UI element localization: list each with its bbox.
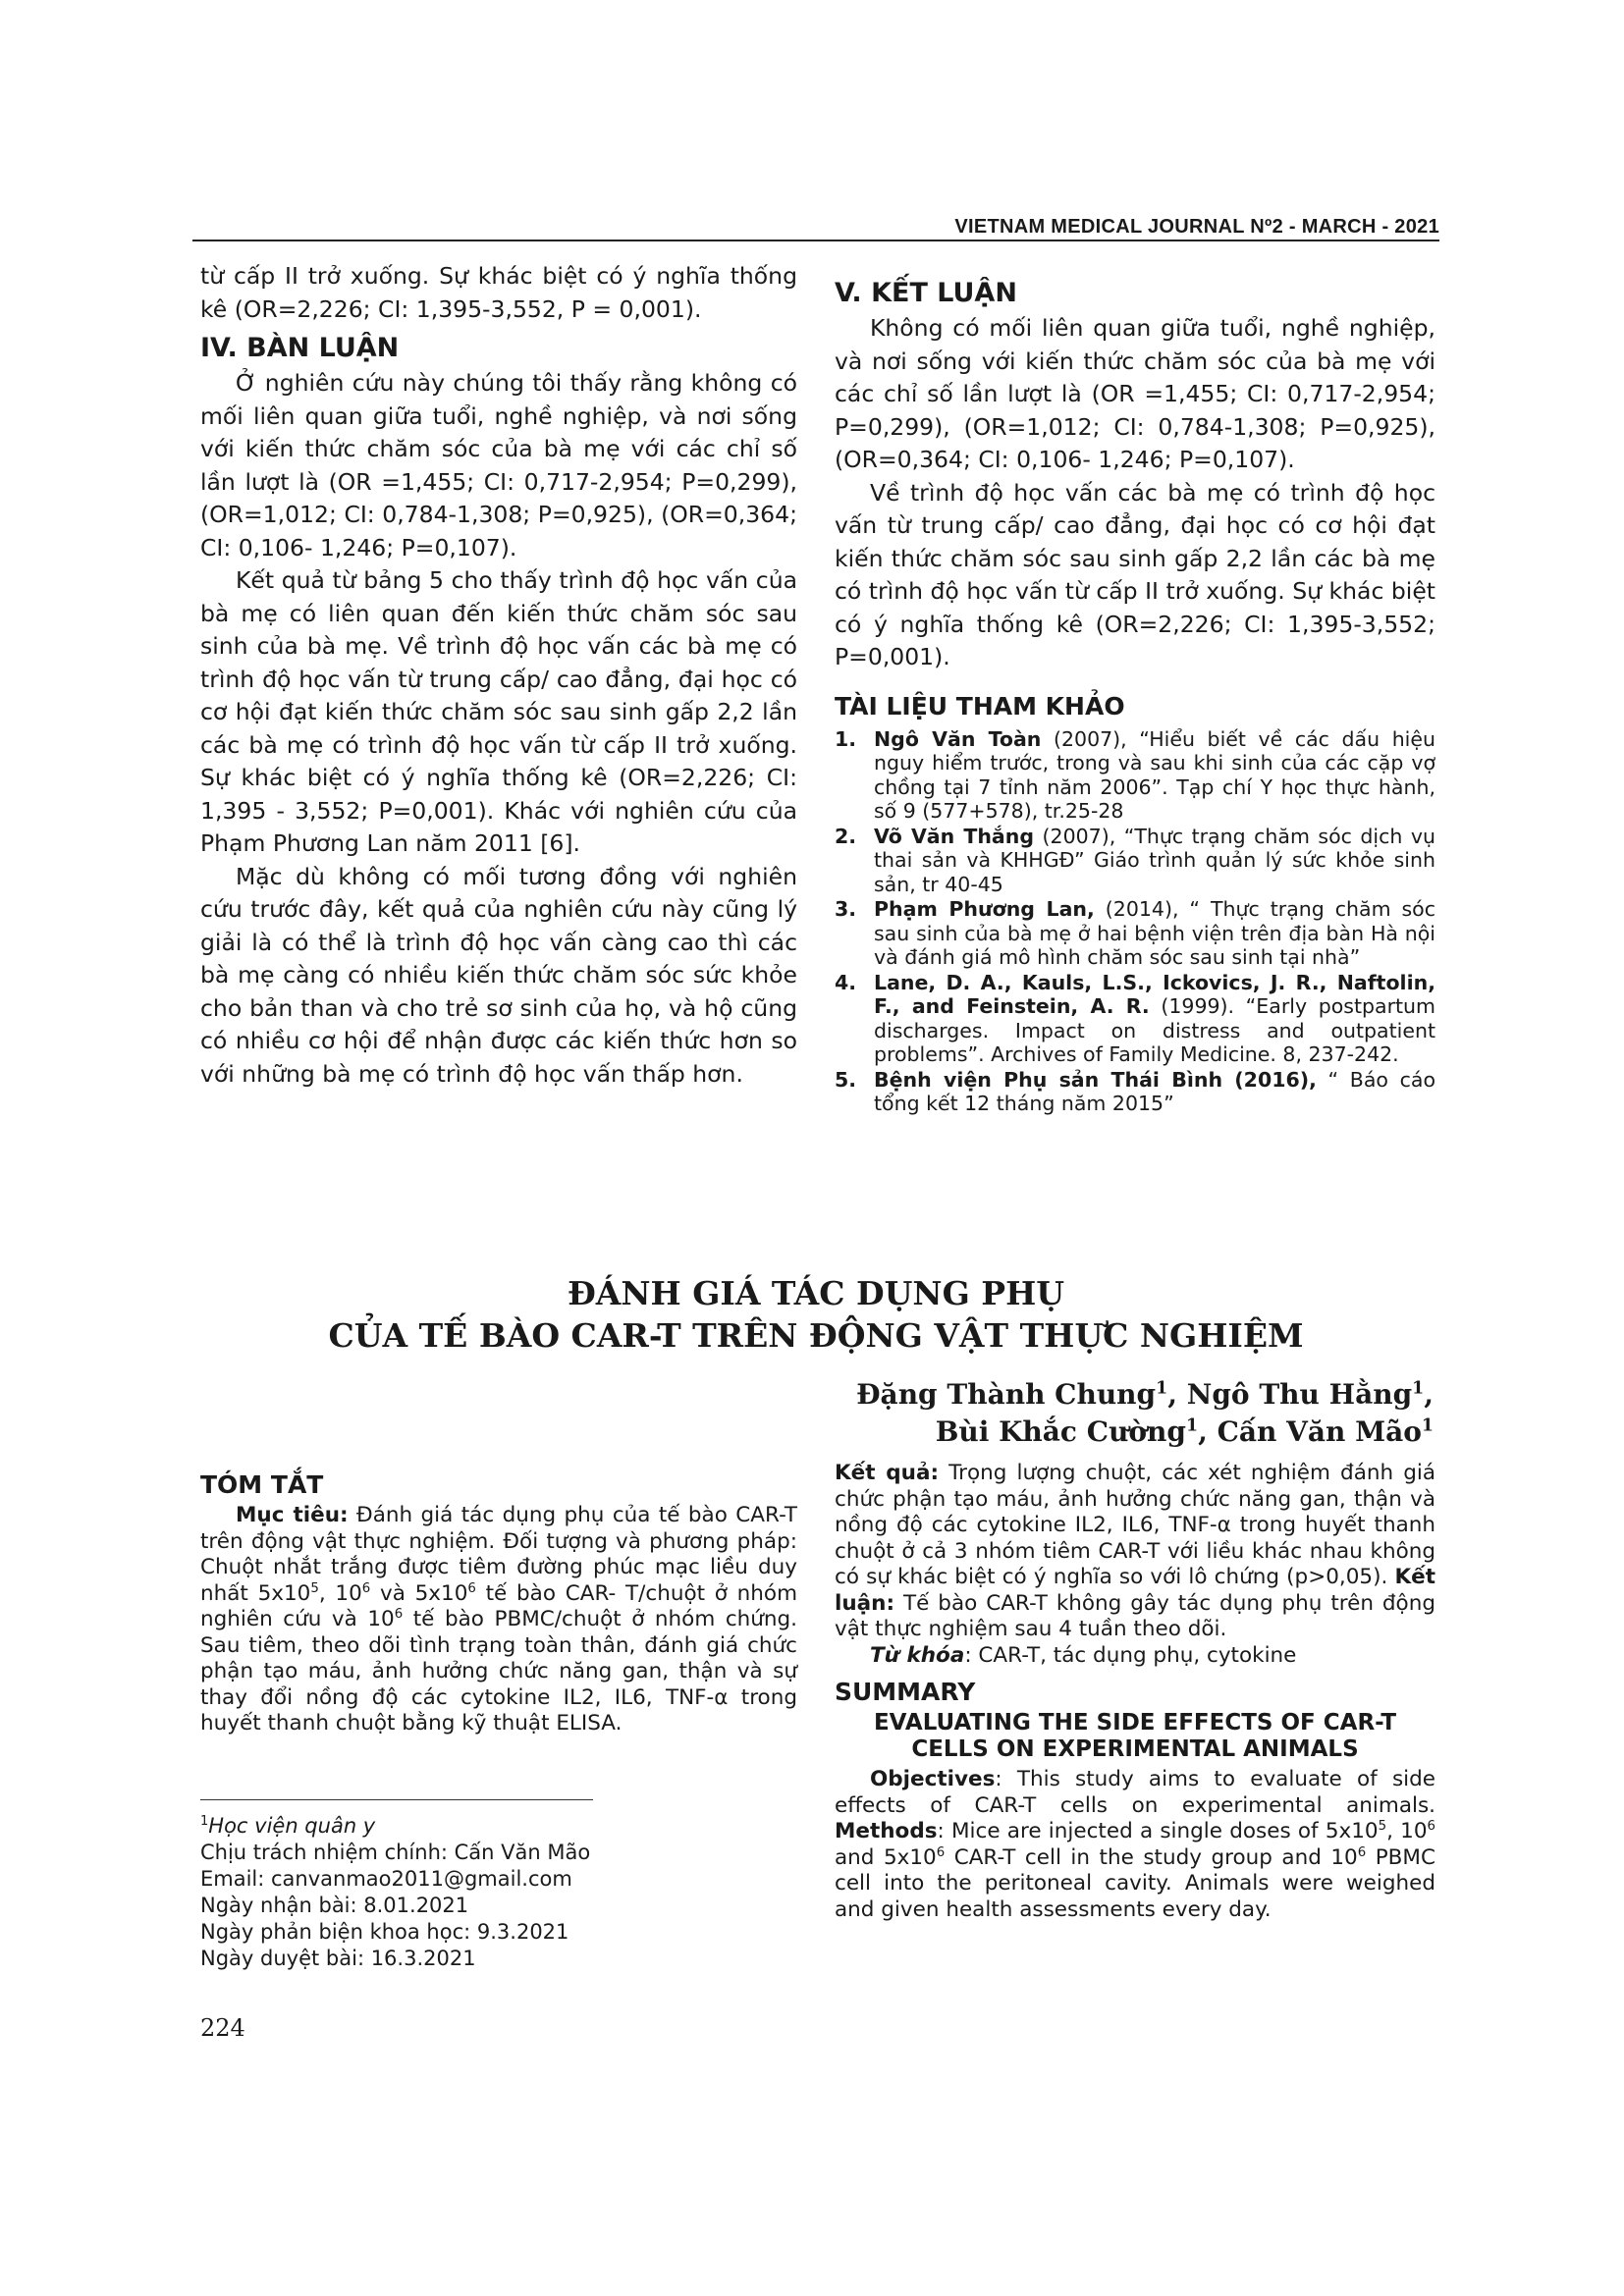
abstract-continued	[835, 1461, 1435, 1923]
article-title-line-2: CỦA TẾ BÀO CAR-T TRÊN ĐỘNG VẬT THỰC NGHIỆM	[328, 1316, 1304, 1355]
footnote-responsible: Chịu trách nhiệm chính: Cấn Văn Mão	[200, 1841, 591, 1864]
objective-label: Mục tiêu:	[236, 1503, 349, 1527]
reference-item	[835, 971, 1435, 1067]
reference-number: 1.	[835, 726, 857, 751]
footnote-affiliation: $^1$Học viện quân y	[200, 1814, 376, 1838]
article-title-line-1: ĐÁNH GIÁ TÁC DỤNG PHỤ	[567, 1274, 1065, 1312]
reference-author: Võ Văn Thắng	[874, 824, 1035, 848]
left-column-top	[200, 260, 797, 1091]
keywords-label: Từ khóa	[870, 1642, 965, 1668]
author-name: Đặng Thành Chung	[856, 1378, 1157, 1411]
summary-title: EVALUATING THE SIDE EFFECTS OF CAR-T CELLS ON EXPERIMENTAL ANIMALS	[873, 1710, 1397, 1762]
footnote-received: Ngày nhận bài: 8.01.2021	[200, 1894, 469, 1917]
methods-label: Methods	[835, 1819, 938, 1843]
conclusion-paragraph-1: Không có mối liên quan giữa tuổi, nghề nghiệp, và nơi sống với kiến thức chăm sóc của bà mẹ với các chỉ số lần lượt là (OR =1,455; CI: 0,717-2,954; P=0,299), (OR=1,012; CI: 0,784-1,308; P=0,925), (OR=0,364; CI: 0,106- 1,246; P=0,107).	[835, 314, 1435, 473]
author-affiliation-mark: 1	[1185, 1415, 1199, 1436]
reference-author: Ngô Văn Toàn	[874, 726, 1042, 751]
footnote-email: Email: canvanmao2011@gmail.com	[200, 1867, 572, 1891]
authors-line-1: Đặng Thành Chung$^1$, Ngô Thu Hằng$^1$,	[856, 1378, 1434, 1411]
reference-item	[835, 727, 1435, 824]
reference-list	[835, 727, 1435, 1116]
objectives-label: Objectives	[870, 1767, 996, 1791]
author-affiliation-mark: 1	[1156, 1378, 1168, 1399]
summary-heading: SUMMARY	[835, 1678, 976, 1706]
footnote-rule	[200, 1799, 593, 1800]
reference-number: 2.	[835, 824, 857, 848]
abstract-objective-paragraph: Mục tiêu: Đánh giá tác dụng phụ của tế bào CAR-T trên động vật thực nghiệm. Đối tượng và phương pháp: Chuột nhắt trắng được tiêm đường phúc mạc liều duy nhất $5x10^5$, $10^6$ và $5x10^6$ tế bào CAR- T/chuột ở nhóm nghiên cứu và $10^6$ tế bào PBMC/chuột ở nhóm chứng. Sau tiêm, theo dõi tình trạng toàn thân, đánh giá chức phận tạo máu, ảnh hưởng chức năng gan, thận và sự thay đổi nồng độ các cytokine IL2, IL6, TNF-α trong huyết thanh chuột bằng kỹ thuật ELISA.	[200, 1503, 798, 1735]
running-header: VIETNAM MEDICAL JOURNAL Nº2 - MARCH - 2021	[954, 216, 1439, 238]
author-affiliation-mark: 1	[1412, 1378, 1425, 1399]
reference-number: 5.	[835, 1067, 857, 1092]
reference-author: Bệnh viện Phụ sản Thái Bình (2016),	[874, 1067, 1317, 1092]
reference-text: (2014), “ Thực trạng chăm sóc sau sinh của bà mẹ ở hai bệnh viện trên địa bàn Hà nội và đánh giá mô hình chăm sóc sau sinh tại nhà”	[874, 897, 1435, 969]
conclusion-paragraph-2: Về trình độ học vấn các bà mẹ có trình độ học vấn từ trung cấp/ cao đẳng, đại học có cơ hội đạt kiến thức chăm sóc sau sinh gấp 2,2 lần các bà mẹ có trình độ học vấn từ cấp II trở xuống. Sự khác biệt có ý nghĩa thống kê (OR=2,226; CI: 1,395-3,552; P=0,001).	[835, 478, 1435, 670]
discussion-paragraph-1: Ở nghiên cứu này chúng tôi thấy rằng không có mối liên quan giữa tuổi, nghề nghiệp, và nơi sống với kiến thức chăm sóc của bà mẹ với các chỉ số lần lượt là (OR =1,455; CI: 0,717-2,954; P=0,299), (OR=1,012; CI: 0,784-1,308; P=0,925), (OR=0,364; CI: 0,106- 1,246; P=0,107).	[200, 369, 797, 561]
continuation-paragraph: từ cấp II trở xuống. Sự khác biệt có ý nghĩa thống kê (OR=2,226; CI: 1,395-3,552, P = 0,001).	[200, 262, 797, 323]
references-heading: TÀI LIỆU THAM KHẢO	[835, 691, 1125, 721]
article-authors	[687, 1376, 1434, 1451]
header-rule	[192, 240, 1439, 241]
abstract-results-paragraph: Kết quả: Trọng lượng chuột, các xét nghiệm đánh giá chức phận tạo máu, ảnh hưởng chức năng gan, thận và nồng độ các cytokine IL2, IL6, TNF-α trong huyết thanh chuột ở cả 3 nhóm tiêm CAR-T với liều khác nhau không có sự khác biệt có ý nghĩa so với lô chứng (p>0,05). Kết luận: Tế bào CAR-T không gây tác dụng phụ trên động vật thực nghiệm sau 4 tuần theo dõi.	[835, 1461, 1436, 1641]
reference-text: (2007), “Hiểu biết về các dấu hiệu nguy hiểm trước, trong và sau khi sinh của các cặp vợ chồng tại 7 tỉnh năm 2006”. Tạp chí Y học thực hành, số 9 (577+578), tr.25-28	[874, 726, 1435, 823]
page-number: 224	[200, 2014, 245, 2042]
author-affiliation-mark: 1	[1421, 1415, 1434, 1436]
summary-paragraph: Objectives: This study aims to evaluate of side effects of CAR-T cells on experimental animals. Methods: Mice are injected a single doses of $5x10^5$, $10^6$ and $5x10^6$ CAR-T cell in the study group and $10^6$ PBMC cell into the peritoneal cavity. Animals were weighed and given health assessments every day.	[835, 1767, 1435, 1922]
reference-author: Phạm Phương Lan,	[874, 897, 1095, 921]
authors-line-2: Bùi Khắc Cường$^1$, Cấn Văn Mão$^1$	[935, 1415, 1434, 1448]
reference-number: 4.	[835, 970, 857, 994]
conclusion-label: Kết luận:	[835, 1565, 1435, 1616]
abstract-heading: TÓM TẮT	[200, 1470, 324, 1499]
author-name: Ngô Thu Hằng	[1186, 1378, 1413, 1411]
discussion-heading: IV. BÀN LUẬN	[200, 333, 400, 363]
footnote-reviewed: Ngày phản biện khoa học: 9.3.2021	[200, 1920, 569, 1944]
reference-number: 3.	[835, 897, 857, 921]
reference-author: Lane, D. A., Kauls, L.S., Ickovics, J. R., Naftolin, F., and Feinstein, A. R.	[874, 970, 1435, 1018]
author-name: Cấn Văn Mão	[1217, 1415, 1422, 1448]
abstract-vietnamese	[200, 1469, 797, 1737]
reference-text: (2007), “Thực trạng chăm sóc dịch vụ thai sản và KHHGĐ” Giáo trình quản lý sức khỏe sinh sản, tr 40-45	[874, 824, 1435, 896]
reference-item	[835, 1068, 1435, 1116]
footnote-accepted: Ngày duyệt bài: 16.3.2021	[200, 1947, 476, 1970]
article-title	[192, 1272, 1439, 1357]
right-column-top	[835, 275, 1435, 1117]
author-name: Bùi Khắc Cường	[935, 1415, 1186, 1448]
reference-text: “ Báo cáo tổng kết 12 tháng năm 2015”	[874, 1067, 1435, 1115]
footnotes	[200, 1813, 789, 1972]
reference-item	[835, 825, 1435, 897]
discussion-paragraph-2: Kết quả từ bảng 5 cho thấy trình độ học vấn của bà mẹ có liên quan đến kiến thức chăm sóc sau sinh của bà mẹ. Về trình độ học vấn các bà mẹ có trình độ học vấn từ trung cấp/ cao đẳng, đại học có cơ hội đạt kiến thức chăm sóc sau sinh gấp 2,2 lần các bà mẹ có trình độ học vấn từ cấp II trở xuống. Sự khác biệt có ý nghĩa thống kê (OR=2,226; CI: 1,395 - 3,552; P=0,001). Khác với nghiên cứu của Phạm Phương Lan năm 2011 [6].	[200, 566, 797, 857]
discussion-paragraph-3: Mặc dù không có mối tương đồng với nghiên cứu trước đây, kết quả của nghiên cứu này cũng lý giải là có thể là trình độ học vấn càng cao thì các bà mẹ càng có nhiều kiến thức chăm sóc sức khỏe cho bản than và cho trẻ sơ sinh của họ, và hộ cũng có nhiều cơ hội để nhận được các kiến thức hơn so với những bà mẹ có trình độ học vấn thấp hơn.	[200, 862, 797, 1088]
result-label: Kết quả:	[835, 1461, 940, 1485]
conclusion-heading: V. KẾT LUẬN	[835, 278, 1017, 308]
keywords-paragraph: Từ khóa: CAR-T, tác dụng phụ, cytokine	[870, 1642, 1297, 1668]
reference-item	[835, 897, 1435, 970]
reference-text: (1999). “Early postpartum discharges. Impact on distress and outpatient problems”. Archives of Family Medicine. 8, 237-242.	[874, 994, 1435, 1066]
